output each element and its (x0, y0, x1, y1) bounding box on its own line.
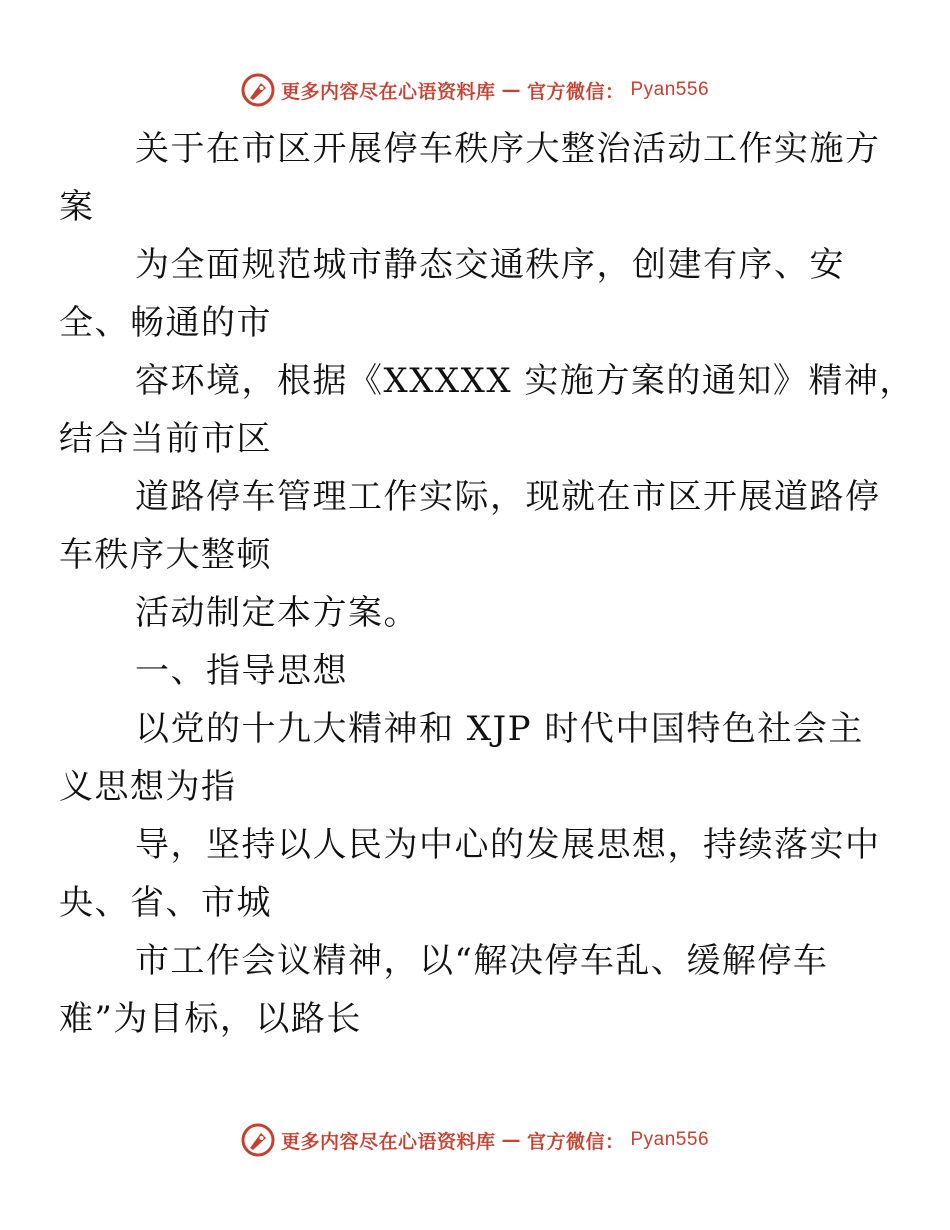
paragraph-line: 央、省、市城 (59, 883, 272, 923)
paragraph-line: 导，坚持以人民为中心的发展思想，持续落实中 (135, 825, 881, 865)
watermark-suffix: 官方微信： (526, 80, 625, 103)
section-heading (97, 642, 857, 700)
paragraph-line: 义思想为指 (59, 767, 237, 807)
paragraph-line: 全、畅通的市 (59, 303, 272, 343)
paragraph-line: 案 (59, 187, 95, 227)
header-watermark (0, 70, 950, 110)
paragraph (59, 816, 881, 932)
paragraph-line: 一、指导思想 (135, 651, 348, 691)
watermark-separator: — (501, 1129, 521, 1151)
paragraph-line: 车秩序大整顿 (59, 535, 272, 575)
paragraph (59, 932, 857, 1048)
paragraph (59, 236, 857, 352)
watermark-text: 更多内容尽在心语资料库 (280, 1130, 496, 1153)
paragraph-line: 关于在市区开展停车秩序大整治活动工作实施方 (135, 129, 881, 169)
watermark-text: 更多内容尽在心语资料库 (280, 80, 496, 103)
watermark-separator: — (501, 79, 521, 101)
paragraph-line: 市工作会议精神，以“解决停车乱、缓解停车 (135, 941, 829, 981)
paragraph (59, 700, 864, 816)
footer-watermark (0, 1120, 950, 1160)
paragraph-title (59, 120, 881, 236)
paragraph-line: 容环境，根据《XXXXX 实施方案的通知》精神， (135, 361, 915, 401)
paragraph-line: 以党的十九大精神和 XJP 时代中国特色社会主 (135, 709, 864, 749)
paragraph-line: 活动制定本方案。 (135, 593, 419, 633)
paragraph-line: 为全面规范城市静态交通秩序，创建有序、安 (135, 245, 845, 285)
watermark-wechat-id: Pyan556 (630, 79, 710, 100)
watermark-wechat-id: Pyan556 (630, 1129, 710, 1150)
paragraph-line: 道路停车管理工作实际，现就在市区开展道路停 (135, 477, 881, 517)
paragraph (59, 352, 915, 468)
paragraph (59, 468, 881, 584)
paragraph-line: 难”为目标，以路长 (59, 999, 362, 1039)
paragraph (97, 584, 857, 642)
pen-nib-logo-icon (241, 1123, 275, 1157)
watermark-suffix: 官方微信： (526, 1130, 625, 1153)
document-body (59, 120, 915, 1048)
paragraph-line: 结合当前市区 (59, 419, 272, 459)
pen-nib-logo-icon (241, 73, 275, 107)
